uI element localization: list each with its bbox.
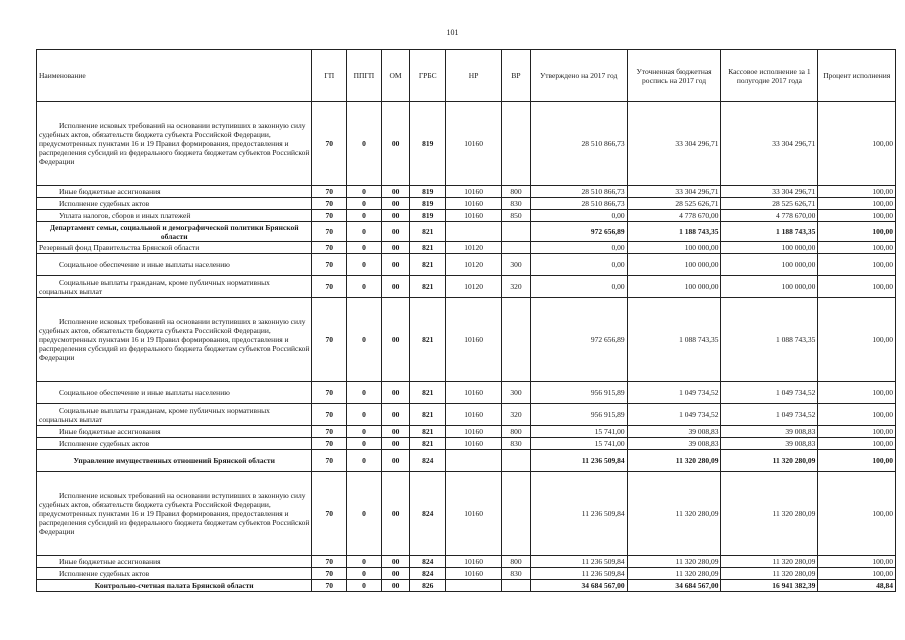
cell-grbs: 824	[410, 568, 446, 580]
cell-nr: 10160	[446, 210, 502, 222]
cell-nr: 10120	[446, 254, 502, 276]
cell-grbs: 819	[410, 186, 446, 198]
table-row	[37, 568, 896, 580]
cell-name: Исполнение судебных актов	[37, 568, 312, 580]
cell-approved: 11 236 509,84	[530, 568, 627, 580]
cell-om: 00	[381, 556, 410, 568]
cell-vr	[502, 472, 531, 556]
cell-om: 00	[381, 450, 410, 472]
cell-grbs: 826	[410, 580, 446, 592]
cell-refined: 33 304 296,71	[627, 102, 721, 186]
cell-grbs: 821	[410, 382, 446, 404]
header-grbs: ГРБС	[410, 50, 446, 102]
cell-gp: 70	[312, 298, 347, 382]
cell-cash: 39 008,83	[721, 426, 818, 438]
cell-percent: 100,00	[818, 556, 896, 568]
cell-cash: 1 088 743,35	[721, 298, 818, 382]
cell-nr: 10160	[446, 198, 502, 210]
cell-cash: 33 304 296,71	[721, 102, 818, 186]
cell-name: Иные бюджетные ассигнования	[37, 186, 312, 198]
cell-approved: 11 236 509,84	[530, 556, 627, 568]
cell-vr: 300	[502, 382, 531, 404]
cell-vr	[502, 580, 531, 592]
cell-gp: 70	[312, 210, 347, 222]
cell-approved: 15 741,00	[530, 438, 627, 450]
cell-om: 00	[381, 568, 410, 580]
cell-gp: 70	[312, 472, 347, 556]
cell-cash: 28 525 626,71	[721, 198, 818, 210]
cell-om: 00	[381, 276, 410, 298]
cell-name: Исполнение судебных актов	[37, 198, 312, 210]
cell-approved: 11 236 509,84	[530, 450, 627, 472]
cell-approved: 28 510 866,73	[530, 186, 627, 198]
table-row	[37, 186, 896, 198]
cell-cash: 39 008,83	[721, 438, 818, 450]
cell-approved: 0,00	[530, 210, 627, 222]
cell-om: 00	[381, 242, 410, 254]
cell-vr: 320	[502, 404, 531, 426]
cell-name: Исполнение судебных актов	[37, 438, 312, 450]
table-row	[37, 556, 896, 568]
table-row	[37, 254, 896, 276]
cell-nr: 10160	[446, 556, 502, 568]
cell-vr: 800	[502, 556, 531, 568]
cell-name: Уплата налогов, сборов и иных платежей	[37, 210, 312, 222]
cell-percent: 100,00	[818, 438, 896, 450]
cell-nr: 10160	[446, 298, 502, 382]
cell-ppgp: 0	[347, 254, 382, 276]
cell-grbs: 821	[410, 298, 446, 382]
cell-ppgp: 0	[347, 438, 382, 450]
cell-om: 00	[381, 382, 410, 404]
cell-nr: 10120	[446, 242, 502, 254]
cell-approved: 0,00	[530, 254, 627, 276]
cell-om: 00	[381, 254, 410, 276]
cell-om: 00	[381, 186, 410, 198]
cell-om: 00	[381, 102, 410, 186]
cell-nr	[446, 580, 502, 592]
cell-grbs: 821	[410, 438, 446, 450]
cell-refined: 33 304 296,71	[627, 186, 721, 198]
cell-nr	[446, 222, 502, 242]
cell-name: Социальные выплаты гражданам, кроме публичных нормативных социальных выплат	[37, 404, 312, 426]
cell-approved: 34 684 567,00	[530, 580, 627, 592]
cell-grbs: 821	[410, 404, 446, 426]
cell-gp: 70	[312, 242, 347, 254]
cell-nr: 10160	[446, 382, 502, 404]
cell-approved: 956 915,89	[530, 404, 627, 426]
cell-vr: 830	[502, 438, 531, 450]
cell-refined: 100 000,00	[627, 254, 721, 276]
cell-grbs: 819	[410, 210, 446, 222]
cell-grbs: 819	[410, 198, 446, 210]
cell-om: 00	[381, 472, 410, 556]
cell-ppgp: 0	[347, 556, 382, 568]
table-row	[37, 210, 896, 222]
cell-cash: 1 049 734,52	[721, 382, 818, 404]
cell-ppgp: 0	[347, 580, 382, 592]
cell-gp: 70	[312, 404, 347, 426]
cell-gp: 70	[312, 438, 347, 450]
cell-vr	[502, 102, 531, 186]
table-row	[37, 450, 896, 472]
header-gp: ГП	[312, 50, 347, 102]
cell-om: 00	[381, 426, 410, 438]
cell-refined: 39 008,83	[627, 426, 721, 438]
cell-percent: 100,00	[818, 102, 896, 186]
cell-approved: 0,00	[530, 242, 627, 254]
cell-approved: 15 741,00	[530, 426, 627, 438]
header-nr: НР	[446, 50, 502, 102]
table-row	[37, 426, 896, 438]
cell-percent: 100,00	[818, 254, 896, 276]
cell-percent: 100,00	[818, 404, 896, 426]
cell-refined: 100 000,00	[627, 242, 721, 254]
cell-cash: 4 778 670,00	[721, 210, 818, 222]
cell-approved: 972 656,89	[530, 222, 627, 242]
cell-approved: 0,00	[530, 276, 627, 298]
cell-name: Исполнение исковых требований на основании вступивших в законную силу судебных актов, обязательств бюджета субъекта Российской Федерации, предусмотренных пунктами 16 и 19 Правил формирования, предоставления и распределения субсидий из федерального бюджета бюджетам субъектов Российской Федерации	[37, 102, 312, 186]
cell-nr: 10160	[446, 186, 502, 198]
budget-execution-table	[36, 49, 896, 592]
cell-gp: 70	[312, 568, 347, 580]
cell-grbs: 819	[410, 102, 446, 186]
cell-ppgp: 0	[347, 450, 382, 472]
cell-cash: 16 941 382,39	[721, 580, 818, 592]
cell-refined: 34 684 567,00	[627, 580, 721, 592]
cell-grbs: 821	[410, 254, 446, 276]
cell-gp: 70	[312, 556, 347, 568]
cell-cash: 11 320 280,09	[721, 450, 818, 472]
cell-nr	[446, 450, 502, 472]
cell-name: Исполнение исковых требований на основании вступивших в законную силу судебных актов, обязательств бюджета субъекта Российской Федерации, предусмотренных пунктами 16 и 19 Правил формирования, предоставления и распределения субсидий из федерального бюджета бюджетам субъектов Российской Федерации	[37, 472, 312, 556]
cell-refined: 4 778 670,00	[627, 210, 721, 222]
cell-approved: 28 510 866,73	[530, 198, 627, 210]
cell-approved: 972 656,89	[530, 298, 627, 382]
cell-grbs: 821	[410, 426, 446, 438]
cell-nr: 10160	[446, 438, 502, 450]
header-om: ОМ	[381, 50, 410, 102]
cell-nr: 10160	[446, 404, 502, 426]
cell-refined: 1 049 734,52	[627, 382, 721, 404]
cell-refined: 28 525 626,71	[627, 198, 721, 210]
cell-refined: 39 008,83	[627, 438, 721, 450]
cell-refined: 1 088 743,35	[627, 298, 721, 382]
table-row	[37, 102, 896, 186]
table-row	[37, 404, 896, 426]
cell-vr	[502, 450, 531, 472]
cell-vr	[502, 222, 531, 242]
cell-om: 00	[381, 198, 410, 210]
cell-percent: 100,00	[818, 382, 896, 404]
table-row	[37, 276, 896, 298]
cell-vr: 830	[502, 198, 531, 210]
cell-name: Социальные выплаты гражданам, кроме публичных нормативных социальных выплат	[37, 276, 312, 298]
cell-grbs: 821	[410, 242, 446, 254]
cell-percent: 100,00	[818, 450, 896, 472]
cell-cash: 11 320 280,09	[721, 472, 818, 556]
cell-vr: 800	[502, 186, 531, 198]
table-row	[37, 242, 896, 254]
cell-vr: 830	[502, 568, 531, 580]
cell-grbs: 824	[410, 556, 446, 568]
cell-grbs: 824	[410, 472, 446, 556]
cell-approved: 956 915,89	[530, 382, 627, 404]
cell-percent: 100,00	[818, 298, 896, 382]
cell-refined: 11 320 280,09	[627, 568, 721, 580]
cell-name: Департамент семьи, социальной и демографической политики Брянской области	[37, 222, 312, 242]
cell-percent: 100,00	[818, 186, 896, 198]
cell-om: 00	[381, 210, 410, 222]
cell-name: Иные бюджетные ассигнования	[37, 426, 312, 438]
table-row	[37, 222, 896, 242]
cell-vr	[502, 298, 531, 382]
table-row	[37, 580, 896, 592]
cell-refined: 11 320 280,09	[627, 556, 721, 568]
cell-cash: 100 000,00	[721, 276, 818, 298]
cell-approved: 28 510 866,73	[530, 102, 627, 186]
cell-refined: 1 188 743,35	[627, 222, 721, 242]
header-refined: Уточненная бюджетная роспись на 2017 год	[627, 50, 721, 102]
cell-om: 00	[381, 298, 410, 382]
header-approved: Утверждено на 2017 год	[530, 50, 627, 102]
cell-percent: 100,00	[818, 198, 896, 210]
cell-ppgp: 0	[347, 426, 382, 438]
header-percent: Процент исполнения	[818, 50, 896, 102]
cell-refined: 100 000,00	[627, 276, 721, 298]
cell-refined: 11 320 280,09	[627, 472, 721, 556]
cell-grbs: 821	[410, 276, 446, 298]
cell-name: Резервный фонд Правительства Брянской области	[37, 242, 312, 254]
cell-refined: 11 320 280,09	[627, 450, 721, 472]
cell-nr: 10160	[446, 102, 502, 186]
cell-nr: 10160	[446, 472, 502, 556]
cell-vr: 800	[502, 426, 531, 438]
cell-nr: 10120	[446, 276, 502, 298]
cell-percent: 100,00	[818, 426, 896, 438]
cell-cash: 33 304 296,71	[721, 186, 818, 198]
cell-om: 00	[381, 222, 410, 242]
cell-ppgp: 0	[347, 298, 382, 382]
cell-grbs: 824	[410, 450, 446, 472]
table-row	[37, 298, 896, 382]
cell-percent: 100,00	[818, 210, 896, 222]
cell-approved: 11 236 509,84	[530, 472, 627, 556]
cell-name: Управление имущественных отношений Брянской области	[37, 450, 312, 472]
cell-refined: 1 049 734,52	[627, 404, 721, 426]
cell-cash: 100 000,00	[721, 242, 818, 254]
cell-ppgp: 0	[347, 242, 382, 254]
cell-ppgp: 0	[347, 186, 382, 198]
cell-cash: 1 188 743,35	[721, 222, 818, 242]
cell-om: 00	[381, 580, 410, 592]
cell-ppgp: 0	[347, 222, 382, 242]
cell-percent: 100,00	[818, 568, 896, 580]
table-header-row	[37, 50, 896, 102]
cell-gp: 70	[312, 382, 347, 404]
cell-gp: 70	[312, 450, 347, 472]
cell-percent: 100,00	[818, 472, 896, 556]
cell-gp: 70	[312, 276, 347, 298]
cell-cash: 100 000,00	[721, 254, 818, 276]
cell-gp: 70	[312, 186, 347, 198]
table-row	[37, 472, 896, 556]
cell-nr: 10160	[446, 426, 502, 438]
header-cash: Кассовое исполнение за 1 полугодие 2017 года	[721, 50, 818, 102]
table-row	[37, 438, 896, 450]
cell-ppgp: 0	[347, 404, 382, 426]
cell-ppgp: 0	[347, 472, 382, 556]
cell-name: Иные бюджетные ассигнования	[37, 556, 312, 568]
cell-percent: 100,00	[818, 242, 896, 254]
cell-gp: 70	[312, 426, 347, 438]
cell-cash: 1 049 734,52	[721, 404, 818, 426]
header-ppgp: ППГП	[347, 50, 382, 102]
cell-gp: 70	[312, 222, 347, 242]
table-row	[37, 382, 896, 404]
cell-percent: 48,84	[818, 580, 896, 592]
cell-vr: 320	[502, 276, 531, 298]
cell-gp: 70	[312, 198, 347, 210]
cell-name: Исполнение исковых требований на основании вступивших в законную силу судебных актов, обязательств бюджета субъекта Российской Федерации, предусмотренных пунктами 16 и 19 Правил формирования, предоставления и распределения субсидий из федерального бюджета бюджетам субъектов Российской Федерации	[37, 298, 312, 382]
cell-vr: 850	[502, 210, 531, 222]
page-number: 101	[446, 28, 459, 37]
cell-ppgp: 0	[347, 382, 382, 404]
cell-ppgp: 0	[347, 568, 382, 580]
cell-ppgp: 0	[347, 198, 382, 210]
cell-name: Социальное обеспечение и иные выплаты населению	[37, 254, 312, 276]
cell-grbs: 821	[410, 222, 446, 242]
cell-ppgp: 0	[347, 276, 382, 298]
header-name: Наименование	[37, 50, 312, 102]
cell-gp: 70	[312, 102, 347, 186]
cell-cash: 11 320 280,09	[721, 556, 818, 568]
header-vr: ВР	[502, 50, 531, 102]
cell-gp: 70	[312, 580, 347, 592]
cell-ppgp: 0	[347, 210, 382, 222]
cell-om: 00	[381, 438, 410, 450]
cell-percent: 100,00	[818, 276, 896, 298]
cell-gp: 70	[312, 254, 347, 276]
cell-percent: 100,00	[818, 222, 896, 242]
cell-om: 00	[381, 404, 410, 426]
cell-nr: 10160	[446, 568, 502, 580]
cell-name: Социальное обеспечение и иные выплаты населению	[37, 382, 312, 404]
cell-name: Контрольно-счетная палата Брянской области	[37, 580, 312, 592]
table-row	[37, 198, 896, 210]
cell-cash: 11 320 280,09	[721, 568, 818, 580]
cell-vr: 300	[502, 254, 531, 276]
cell-vr	[502, 242, 531, 254]
cell-ppgp: 0	[347, 102, 382, 186]
